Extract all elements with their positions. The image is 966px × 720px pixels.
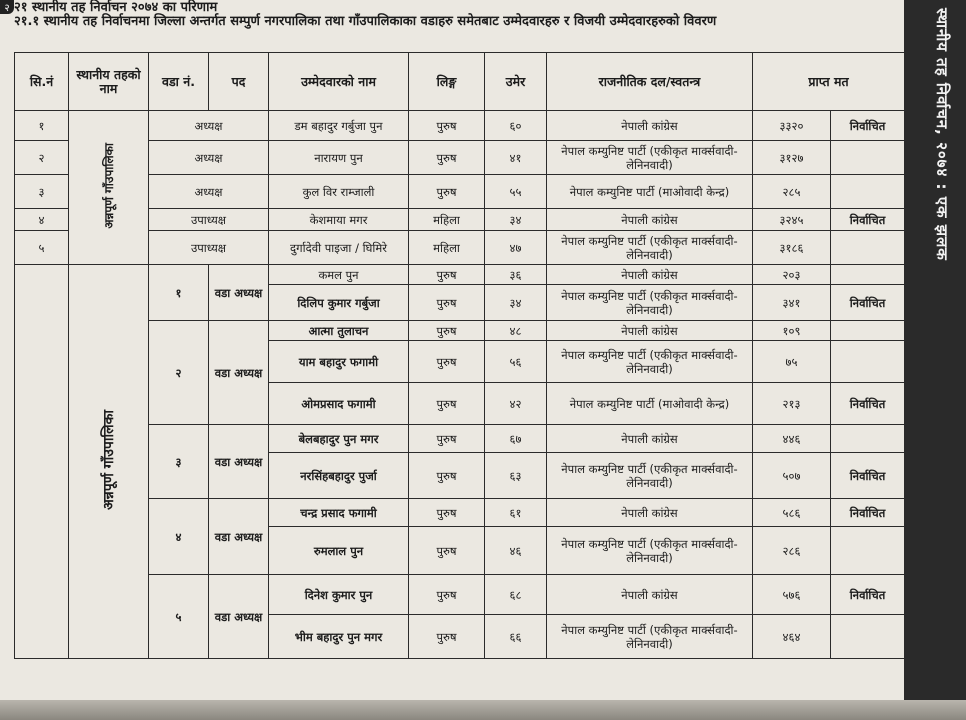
header-votes: प्राप्त मत <box>753 53 905 111</box>
cell-age: ६१ <box>485 499 547 527</box>
page-bottom-shadow <box>0 700 966 720</box>
cell-result: निर्वाचित <box>831 453 905 499</box>
cell-age: ४७ <box>485 231 547 265</box>
cell-votes: १०९ <box>753 321 831 341</box>
cell-party: नेपाल कम्युनिष्ट पार्टी (एकीकृत मार्क्सवादी-लेनिनवादी) <box>547 527 753 575</box>
table-row <box>15 141 905 175</box>
book-spine-sidebar <box>904 0 966 720</box>
cell-votes: २०३ <box>753 265 831 285</box>
cell-name: याम बहादुर फगामी <box>269 341 409 383</box>
cell-result <box>831 341 905 383</box>
cell-party: नेपाली कांग्रेस <box>547 425 753 453</box>
cell-name: डम बहादुर गर्बुजा पुन <box>269 111 409 141</box>
cell-ward-number: ४ <box>149 499 209 575</box>
cell-votes: ३२४५ <box>753 209 831 231</box>
cell-sn: ४ <box>15 209 69 231</box>
cell-gender: पुरुष <box>409 285 485 321</box>
table-row <box>15 575 905 615</box>
document-header <box>14 0 894 29</box>
cell-name: केशमाया मगर <box>269 209 409 231</box>
cell-name: बेलबहादुर पुन मगर <box>269 425 409 453</box>
cell-votes: ३१८६ <box>753 231 831 265</box>
cell-party: नेपाल कम्युनिष्ट पार्टी (एकीकृत मार्क्सवादी-लेनिनवादी) <box>547 341 753 383</box>
cell-party: नेपाली कांग्रेस <box>547 321 753 341</box>
cell-age: ५६ <box>485 341 547 383</box>
cell-result <box>831 175 905 209</box>
cell-name: दुर्गादेवी पाइजा / घिमिरे <box>269 231 409 265</box>
local-body-name: अन्नपूर्ण गाँउपालिका <box>101 143 116 229</box>
cell-party: नेपाल कम्युनिष्ट पार्टी (एकीकृत मार्क्सवादी-लेनिनवादी) <box>547 285 753 321</box>
cell-votes: ५०७ <box>753 453 831 499</box>
header-gender: लिङ्ग <box>409 53 485 111</box>
cell-result <box>831 615 905 659</box>
cell-result <box>831 265 905 285</box>
cell-name: ओमप्रसाद फगामी <box>269 383 409 425</box>
cell-gender: पुरुष <box>409 425 485 453</box>
cell-result <box>831 425 905 453</box>
cell-party: नेपाली कांग्रेस <box>547 111 753 141</box>
header-sn: सि.नं <box>15 53 69 111</box>
cell-result: निर्वाचित <box>831 111 905 141</box>
cell-name: कुल विर राम्जाली <box>269 175 409 209</box>
cell-post: अध्यक्ष <box>149 141 269 175</box>
cell-age: ३६ <box>485 265 547 285</box>
cell-gender: पुरुष <box>409 265 485 285</box>
local-body-name-wards: अन्नपूर्ण गाँउपालिका <box>100 410 117 510</box>
results-table <box>14 52 905 659</box>
table-row <box>15 321 905 341</box>
cell-post: अध्यक्ष <box>149 111 269 141</box>
cell-result <box>831 321 905 341</box>
cell-party: नेपाल कम्युनिष्ट पार्टी (माओवादी केन्द्र) <box>547 175 753 209</box>
cell-party: नेपाल कम्युनिष्ट पार्टी (एकीकृत मार्क्सवादी-लेनिनवादी) <box>547 231 753 265</box>
cell-name: नारायण पुन <box>269 141 409 175</box>
cell-age: ६० <box>485 111 547 141</box>
header-party: राजनीतिक दल/स्वतन्त्र <box>547 53 753 111</box>
cell-ward-post: वडा अध्यक्ष <box>209 575 269 659</box>
cell-name: दिलिप कुमार गर्बुजा <box>269 285 409 321</box>
cell-result <box>831 527 905 575</box>
cell-gender: पुरुष <box>409 341 485 383</box>
table-row <box>15 209 905 231</box>
header-ward: वडा नं. <box>149 53 209 111</box>
cell-name: भीम बहादुर पुन मगर <box>269 615 409 659</box>
cell-gender: पुरुष <box>409 321 485 341</box>
cell-party: नेपाली कांग्रेस <box>547 499 753 527</box>
cell-name: चन्द्र प्रसाद फगामी <box>269 499 409 527</box>
header-post: पद <box>209 53 269 111</box>
cell-result <box>831 231 905 265</box>
cell-name: कमल पुन <box>269 265 409 285</box>
cell-gender: महिला <box>409 209 485 231</box>
cell-local-body-top <box>69 111 149 265</box>
header-candidate: उम्मेदवारको नाम <box>269 53 409 111</box>
cell-sn: ३ <box>15 175 69 209</box>
cell-party: नेपाली कांग्रेस <box>547 265 753 285</box>
cell-age: ६६ <box>485 615 547 659</box>
cell-result: निर्वाचित <box>831 575 905 615</box>
cell-age: ४२ <box>485 383 547 425</box>
cell-ward-post: वडा अध्यक्ष <box>209 265 269 321</box>
cell-votes: ४४६ <box>753 425 831 453</box>
cell-result: निर्वाचित <box>831 499 905 527</box>
cell-gender: पुरुष <box>409 383 485 425</box>
cell-votes: ५७६ <box>753 575 831 615</box>
cell-votes: ३३२० <box>753 111 831 141</box>
sidebar-title: स्थानीय तह निर्वाचन, २०७४ : एक झलक <box>933 8 951 261</box>
cell-result: निर्वाचित <box>831 285 905 321</box>
cell-gender: पुरुष <box>409 175 485 209</box>
table-row <box>15 231 905 265</box>
cell-votes: ३१२७ <box>753 141 831 175</box>
cell-ward-number: २ <box>149 321 209 425</box>
table-row <box>15 425 905 453</box>
cell-sn: १ <box>15 111 69 141</box>
table-row <box>15 499 905 527</box>
cell-votes: २८५ <box>753 175 831 209</box>
cell-age: ३४ <box>485 285 547 321</box>
cell-name: नरसिंहबहादुर पुर्जा <box>269 453 409 499</box>
cell-ward-number: ३ <box>149 425 209 499</box>
cell-votes: ३४१ <box>753 285 831 321</box>
cell-votes: ४६४ <box>753 615 831 659</box>
cell-age: ४६ <box>485 527 547 575</box>
cell-gender: पुरुष <box>409 141 485 175</box>
cell-result: निर्वाचित <box>831 209 905 231</box>
cell-gender: महिला <box>409 231 485 265</box>
cell-gender: पुरुष <box>409 111 485 141</box>
cell-votes: ७५ <box>753 341 831 383</box>
cell-age: ६८ <box>485 575 547 615</box>
cell-local-body-wards <box>69 265 149 659</box>
cell-ward-number: १ <box>149 265 209 321</box>
cell-post: उपाध्यक्ष <box>149 231 269 265</box>
cell-sn: ५ <box>15 231 69 265</box>
header-local-body: स्थानीय तहको नाम <box>69 53 149 111</box>
cell-name: आत्मा तुलाचन <box>269 321 409 341</box>
table-header-row <box>15 53 905 111</box>
cell-age: ६७ <box>485 425 547 453</box>
cell-party: नेपाली कांग्रेस <box>547 209 753 231</box>
cell-age: ६३ <box>485 453 547 499</box>
cell-ward-post: वडा अध्यक्ष <box>209 321 269 425</box>
cell-votes: २१३ <box>753 383 831 425</box>
cell-age: ३४ <box>485 209 547 231</box>
section-title: २१ स्थानीय तह निर्वाचन २०७४ का परिणाम <box>14 0 218 14</box>
cell-votes: २८६ <box>753 527 831 575</box>
cell-gender: पुरुष <box>409 615 485 659</box>
subsection-title: २१.१ स्थानीय तह निर्वाचनमा जिल्ला अन्तर्गत सम्पुर्ण नगरपालिका तथा गाँउपालिकाका वडाहरु समेतबाट उम्मेदवारहरु र विजयी उम्मेदवारहरुको विवरण <box>14 14 717 29</box>
cell-gender: पुरुष <box>409 527 485 575</box>
cell-votes: ५८६ <box>753 499 831 527</box>
cell-party: नेपाल कम्युनिष्ट पार्टी (माओवादी केन्द्र) <box>547 383 753 425</box>
cell-sn-blank <box>15 265 69 659</box>
cell-ward-post: वडा अध्यक्ष <box>209 425 269 499</box>
cell-post: अध्यक्ष <box>149 175 269 209</box>
cell-ward-post: वडा अध्यक्ष <box>209 499 269 575</box>
table-row <box>15 265 905 285</box>
cell-gender: पुरुष <box>409 453 485 499</box>
cell-age: ५५ <box>485 175 547 209</box>
cell-gender: पुरुष <box>409 575 485 615</box>
header-age: उमेर <box>485 53 547 111</box>
cell-party: नेपाल कम्युनिष्ट पार्टी (एकीकृत मार्क्सवादी-लेनिनवादी) <box>547 615 753 659</box>
cell-ward-number: ५ <box>149 575 209 659</box>
cell-age: ४८ <box>485 321 547 341</box>
table-row <box>15 111 905 141</box>
cell-name: दिनेश कुमार पुन <box>269 575 409 615</box>
cell-party: नेपाली कांग्रेस <box>547 575 753 615</box>
table-row <box>15 175 905 209</box>
cell-post: उपाध्यक्ष <box>149 209 269 231</box>
cell-age: ४१ <box>485 141 547 175</box>
cell-gender: पुरुष <box>409 499 485 527</box>
cell-party: नेपाल कम्युनिष्ट पार्टी (एकीकृत मार्क्सवादी-लेनिनवादी) <box>547 453 753 499</box>
cell-result: निर्वाचित <box>831 383 905 425</box>
page-number-badge: २ <box>0 0 14 14</box>
cell-sn: २ <box>15 141 69 175</box>
cell-result <box>831 141 905 175</box>
cell-name: रुमलाल पुन <box>269 527 409 575</box>
cell-party: नेपाल कम्युनिष्ट पार्टी (एकीकृत मार्क्सवादी-लेनिनवादी) <box>547 141 753 175</box>
